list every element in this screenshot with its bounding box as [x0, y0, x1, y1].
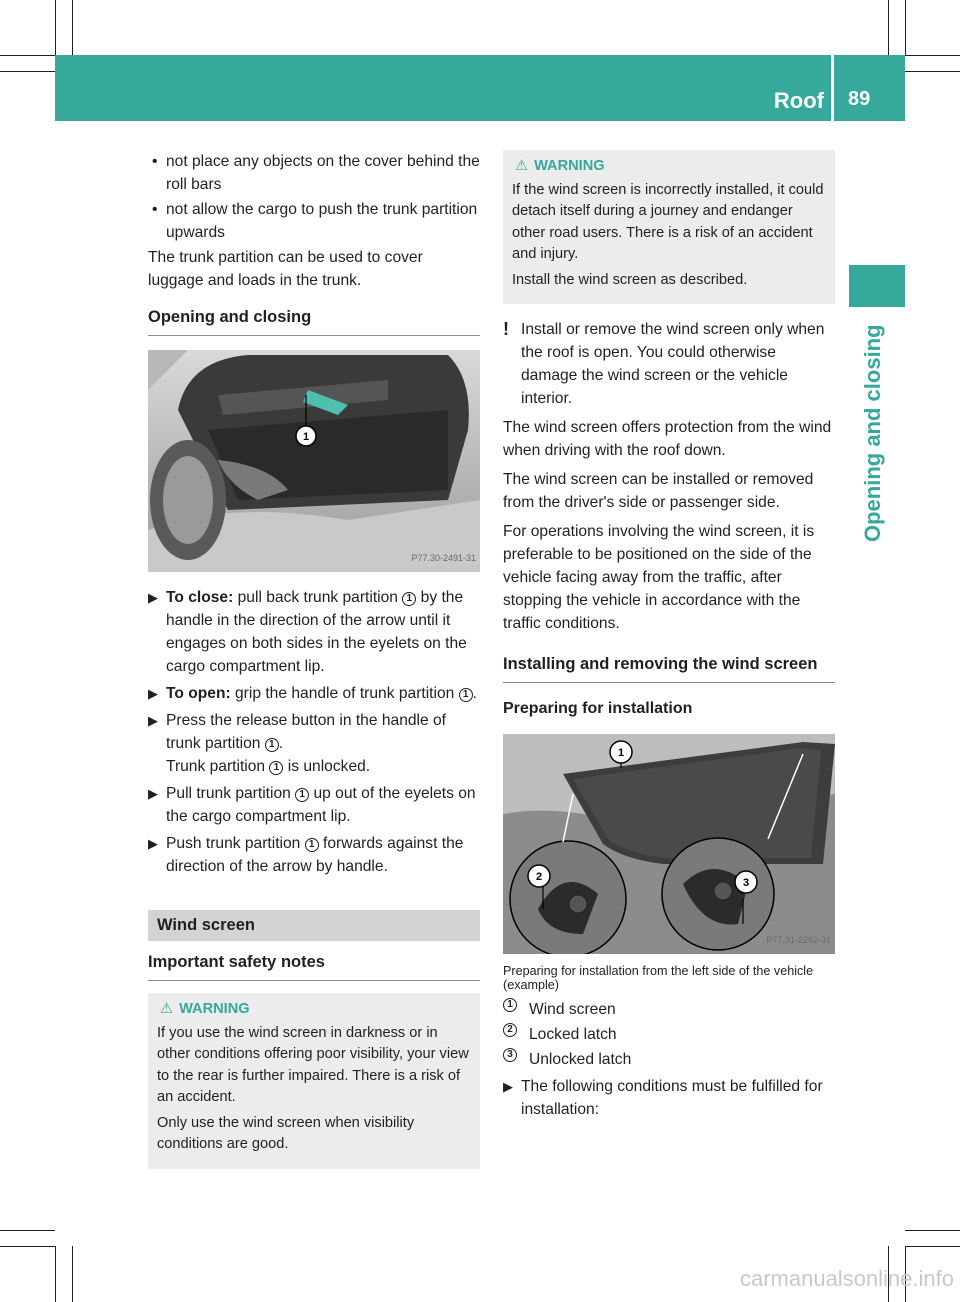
paragraph: The wind screen offers protection from the wind when driving with the roof down. — [503, 419, 832, 459]
warning-text: Only use the wind screen when visibility conditions are good. — [157, 1114, 415, 1152]
crop-mark — [72, 1246, 73, 1302]
step-push: ▶ Push trunk partition 1 forwards against the direction of the arrow by handle. — [148, 832, 480, 878]
paragraph: For operations involving the wind screen, it is preferable to be positioned on the side of the vehicle facing away from the traffic, after stopping the vehicle in accordance with the traffic conditions. — [503, 523, 815, 632]
warning-triangle-icon: ⚠ — [515, 158, 529, 174]
crop-mark — [0, 1230, 55, 1231]
exclamation-icon: ! — [503, 319, 509, 339]
arrow-icon: ▶ — [148, 836, 158, 851]
crop-mark — [905, 71, 960, 72]
warning-box — [503, 150, 835, 304]
figure-marker: 1 — [617, 747, 625, 759]
header-separator — [831, 55, 834, 121]
figure-marker: 3 — [742, 877, 750, 889]
step-conditions: ▶ The following conditions must be fulfilled for installation: — [503, 1075, 835, 1121]
step-open: ▶ To open: grip the handle of trunk partition 1 . — [148, 682, 480, 705]
figure-trunk-partition — [148, 350, 480, 572]
marker-1: 1 — [459, 688, 473, 702]
left-column — [148, 150, 480, 1169]
note-item: ! Install or remove the wind screen only when the roof is open. You could otherwise damage the wind screen or the vehicle interior. — [503, 319, 825, 407]
heading-safety-notes: Important safety notes — [148, 951, 480, 981]
arrow-icon: ▶ — [148, 590, 158, 605]
step-close: ▶ To close: pull back trunk partition 1 by the handle in the direction of the arrow until it engages on both sides in the eyelets on the cargo compartment lip. — [148, 586, 480, 678]
step-release: ▶ Press the release button in the handle of trunk partition 1 . Trunk partition 1 is unlocked. — [148, 709, 480, 778]
wind-screen-illustration — [503, 734, 835, 954]
crop-mark — [905, 1246, 960, 1247]
marker-1: 1 — [269, 761, 283, 775]
warning-box — [148, 993, 480, 1169]
warning-title: ⚠ WARNING — [512, 156, 826, 178]
wind-screen-bar: Wind screen — [148, 910, 480, 941]
figure-marker: 1 — [302, 431, 310, 443]
legend-item: 3 Unlocked latch — [503, 1048, 835, 1071]
figure-wind-screen — [503, 734, 835, 954]
paragraph: The wind screen can be installed or removed from the driver's side or passenger side. — [503, 471, 814, 511]
marker-1: 1 — [402, 592, 416, 606]
figure-marker: 2 — [535, 871, 543, 883]
warning-text: If you use the wind screen in darkness or in other conditions offering poor visibility, your view to the rear is further impaired. There is a risk of an accident. — [157, 1024, 469, 1105]
section-title: Roof — [773, 88, 824, 113]
right-column — [503, 150, 835, 1125]
marker-1: 1 — [295, 788, 309, 802]
chapter-tab — [849, 265, 905, 307]
figure-caption: Preparing for installation from the left side of the vehicle (example) — [503, 964, 814, 992]
watermark: carmanualsonline.info — [739, 1266, 954, 1291]
crop-mark — [0, 71, 55, 72]
marker-3: 3 — [503, 1048, 517, 1062]
marker-1: 1 — [265, 738, 279, 752]
arrow-icon: ▶ — [503, 1079, 513, 1094]
page-number: 89 — [848, 88, 871, 110]
arrow-icon: ▶ — [148, 786, 158, 801]
figure-code: P77.31-2262-31 — [766, 935, 831, 945]
crop-mark — [905, 1230, 960, 1231]
crop-mark — [0, 1246, 55, 1247]
intro-paragraph: The trunk partition can be used to cover luggage and loads in the trunk. — [148, 249, 423, 289]
crop-mark — [888, 0, 889, 55]
step-pull: ▶ Pull trunk partition 1 up out of the eyelets on the cargo compartment lip. — [148, 782, 480, 828]
trunk-illustration — [148, 350, 480, 572]
warning-text: Install the wind screen as described. — [512, 271, 748, 288]
crop-mark — [0, 55, 55, 56]
crop-mark — [55, 0, 56, 55]
chapter-label: Opening and closing — [860, 324, 885, 542]
crop-mark — [905, 55, 960, 56]
subheading-preparing: Preparing for installation — [503, 700, 693, 717]
legend-item: 1 Wind screen — [503, 998, 835, 1021]
marker-1: 1 — [503, 998, 517, 1012]
crop-mark — [55, 1246, 56, 1302]
crop-mark — [905, 0, 906, 55]
bullet-item: • not place any objects on the cover behind the roll bars — [148, 150, 480, 196]
marker-2: 2 — [503, 1023, 517, 1037]
figure-code: P77.30-2491-31 — [411, 553, 476, 563]
warning-title: ⚠ WARNING — [157, 999, 471, 1021]
arrow-icon: ▶ — [148, 713, 158, 728]
bullet-item: • not allow the cargo to push the trunk partition upwards — [148, 198, 480, 244]
heading-install-remove: Installing and removing the wind screen — [503, 653, 835, 683]
crop-mark — [72, 0, 73, 55]
warning-text: If the wind screen is incorrectly installed, it could detach itself during a journey and endanger other road users. There is a risk of an accident and injury. — [512, 181, 824, 262]
legend-item: 2 Locked latch — [503, 1023, 835, 1046]
warning-triangle-icon: ⚠ — [160, 1001, 174, 1017]
marker-1: 1 — [305, 838, 319, 852]
heading-opening-closing: Opening and closing — [148, 306, 480, 336]
arrow-icon: ▶ — [148, 686, 158, 701]
